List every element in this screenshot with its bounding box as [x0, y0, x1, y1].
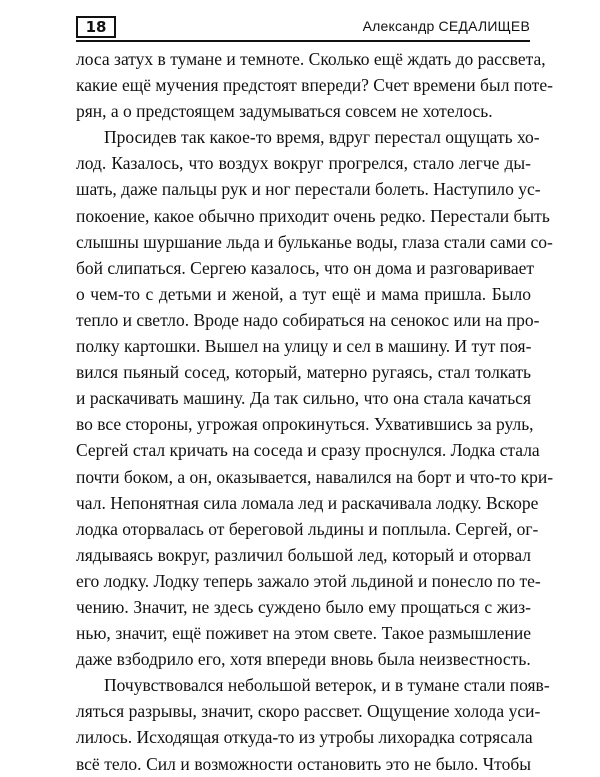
text-line: лодка оторвалась от береговой льдины и поплыла. Сергей, ог- — [76, 518, 539, 539]
text-line: чению. Значит, не здесь суждено было ему прощаться с жиз- — [76, 596, 531, 617]
text-line: полку картошки. Вышел на улицу и сел в машину. И тут поя- — [76, 336, 532, 357]
text-line: почти боком, а он, оказывается, навалился на борт и что-то кри- — [76, 466, 554, 487]
text-line: какие ещё мучения предстоят впереди? Счет времени был поте- — [76, 75, 553, 96]
text-line: вился пьяный сосед, который, матерно ругаясь, стал толкать — [76, 362, 531, 383]
text-line: и раскачивать машину. Да так сильно, что она стала качаться — [76, 388, 531, 409]
paragraph — [76, 46, 553, 124]
text-line: лод. Казалось, что воздух вокруг прогрелся, стало легче ды- — [76, 153, 531, 174]
text-line: Сергей стал кричать на соседа и сразу проснулся. Лодка стала — [76, 440, 540, 461]
text-line: Почувствовался небольшой ветерок, и в тумане стали появ- — [104, 675, 550, 696]
text-line: всё тело. Сил и возможности остановить это не было. Чтобы — [76, 753, 531, 774]
text-line: ляться разрывы, значит, скоро рассвет. Ощущение холода уси- — [76, 701, 541, 722]
text-line: бой слипаться. Сергею казалось, что он дома и разговаривает — [76, 257, 534, 278]
page-number: 18 — [76, 16, 116, 38]
body-text — [76, 46, 554, 777]
text-line: тепло и светло. Вроде надо собираться на сенокос или на про- — [76, 309, 540, 330]
paragraph — [76, 672, 550, 776]
paragraph — [76, 124, 554, 672]
text-line: чал. Непонятная сила ломала лед и раскачивала лодку. Вскоре — [76, 492, 539, 513]
text-line: о чем-то с детьми и женой, а тут ещё и мама пришла. Было — [76, 283, 531, 304]
text-line: слышны шуршание льда и бульканье воды, глаза стали сами со- — [76, 231, 553, 252]
text-line: лядываясь вокруг, различил большой лед, который и оторвал — [76, 544, 531, 565]
text-line: даже взбодрило его, хотя впереди вновь была неизвестность. — [76, 649, 531, 670]
text-line: нью, значит, ещё поживет на этом свете. Такое размышление — [76, 623, 531, 644]
text-line: во все стороны, угрожая опрокинуться. Ухватившись за руль, — [76, 414, 534, 435]
text-line: рян, а о предстоящем задумываться совсем не хотелось. — [76, 101, 493, 122]
page-header — [76, 14, 530, 42]
text-line: лилось. Исходящая откуда-то из утробы лихорадка сотрясала — [76, 727, 533, 748]
text-line: шать, даже пальцы рук и ног перестали болеть. Наступило ус- — [76, 179, 541, 200]
text-line: его лодку. Лодку теперь зажало этой льдиной и понесло по те- — [76, 570, 541, 591]
running-head-author: Александр СЕДАЛИЩЕВ — [362, 18, 530, 34]
text-line: покоение, какое обычно приходит очень редко. Перестали быть — [76, 205, 550, 226]
text-line: Просидев так какое-то время, вдруг перестал ощущать хо- — [104, 127, 540, 148]
text-line: лоса затух в тумане и темноте. Сколько ещё ждать до рассвета, — [76, 49, 546, 69]
